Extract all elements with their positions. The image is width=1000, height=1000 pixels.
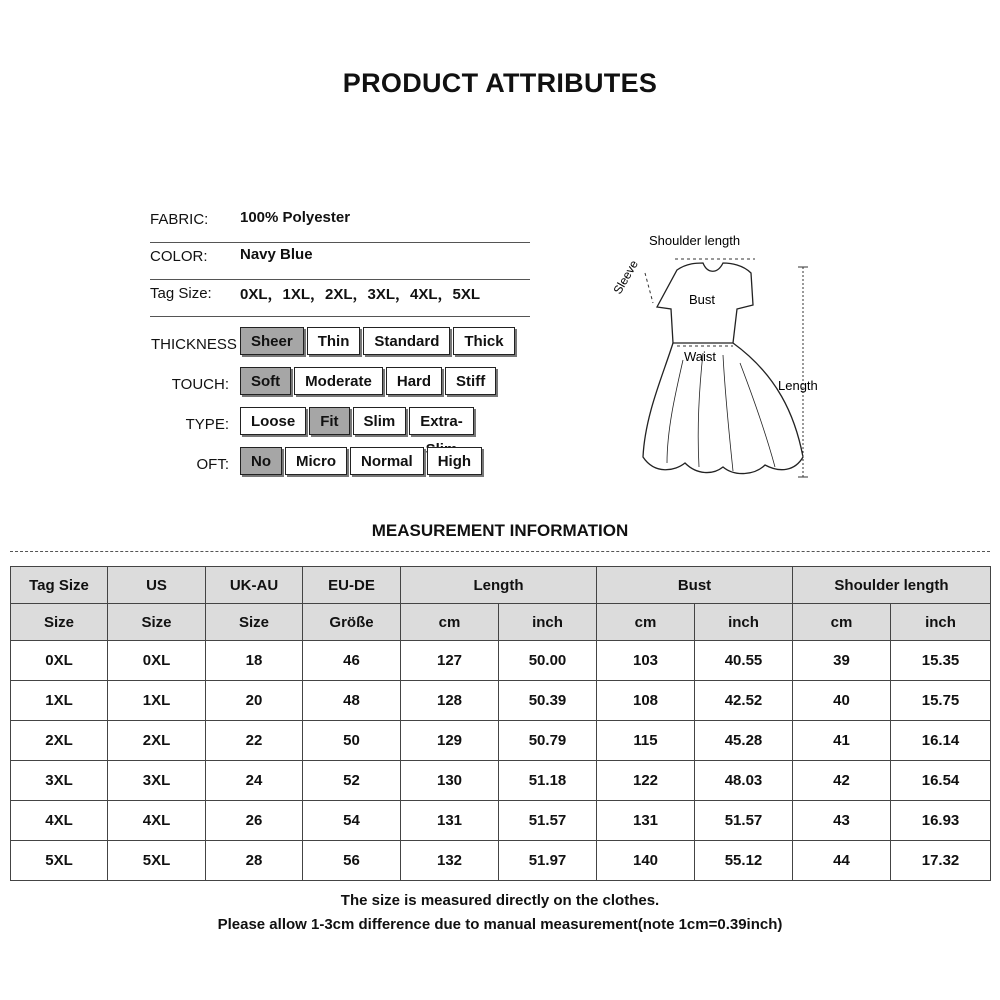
- table-cell: 42: [793, 761, 891, 801]
- table-cell: 20: [206, 681, 303, 721]
- table-cell: 3XL: [11, 761, 108, 801]
- table-cell: 50.79: [499, 721, 597, 761]
- color-label: COLOR:: [150, 248, 208, 265]
- table-cell: 131: [597, 801, 695, 841]
- tag-size-label: Tag Size:: [150, 285, 212, 302]
- color-value: Navy Blue: [240, 246, 313, 263]
- table-subheader-row: [11, 604, 991, 641]
- table-cell: 4XL: [108, 801, 206, 841]
- thickness-options: [240, 327, 515, 355]
- table-cell: 129: [401, 721, 499, 761]
- table-cell: 43: [793, 801, 891, 841]
- table-cell: 115: [597, 721, 695, 761]
- table-cell: 130: [401, 761, 499, 801]
- subheader-cell: Size: [108, 604, 206, 641]
- subheader-cell: Size: [11, 604, 108, 641]
- sleeve-label: Sleeve: [610, 257, 641, 297]
- thickness-option[interactable]: Thin: [307, 327, 361, 355]
- thickness-option[interactable]: Sheer: [240, 327, 304, 355]
- type-label: TYPE:: [185, 416, 229, 433]
- attr-row-color: [150, 242, 530, 280]
- oft-option[interactable]: High: [427, 447, 482, 475]
- table-cell: 17.32: [891, 841, 991, 881]
- table-cell: 40: [793, 681, 891, 721]
- table-cell: 131: [401, 801, 499, 841]
- table-cell: 3XL: [108, 761, 206, 801]
- note-line-2: Please allow 1-3cm difference due to manual measurement(note 1cm=0.39inch): [217, 916, 783, 933]
- table-row: [11, 721, 991, 761]
- table-cell: 122: [597, 761, 695, 801]
- header-cell: UK-AU: [206, 567, 303, 604]
- thickness-option[interactable]: Standard: [363, 327, 450, 355]
- thickness-option[interactable]: Thick: [453, 327, 514, 355]
- table-cell: 50.00: [499, 641, 597, 681]
- oft-options: [240, 447, 482, 475]
- table-cell: 44: [793, 841, 891, 881]
- thickness-label: THICKNESS: [151, 336, 237, 353]
- table-cell: 2XL: [108, 721, 206, 761]
- oft-option[interactable]: Micro: [285, 447, 347, 475]
- waist-label: Waist: [684, 349, 717, 364]
- header-cell: Tag Size: [11, 567, 108, 604]
- touch-option[interactable]: Moderate: [294, 367, 383, 395]
- oft-option[interactable]: Normal: [350, 447, 424, 475]
- table-cell: 55.12: [695, 841, 793, 881]
- table-cell: 46: [303, 641, 401, 681]
- table-cell: 127: [401, 641, 499, 681]
- type-option[interactable]: Slim: [353, 407, 407, 435]
- oft-option[interactable]: No: [240, 447, 282, 475]
- table-cell: 132: [401, 841, 499, 881]
- bust-label: Bust: [689, 292, 716, 307]
- attr-row-fabric: [150, 205, 530, 243]
- shoulder-length-label: Shoulder length: [649, 233, 741, 248]
- subheader-cell: inch: [499, 604, 597, 641]
- subheader-cell: Size: [206, 604, 303, 641]
- table-cell: 40.55: [695, 641, 793, 681]
- table-row: [11, 641, 991, 681]
- table-cell: 51.57: [695, 801, 793, 841]
- table-cell: 39: [793, 641, 891, 681]
- table-cell: 1XL: [108, 681, 206, 721]
- table-cell: 50: [303, 721, 401, 761]
- table-cell: 4XL: [11, 801, 108, 841]
- table-body: [11, 641, 991, 881]
- dashed-divider: [10, 551, 990, 552]
- table-cell: 5XL: [11, 841, 108, 881]
- table-cell: 41: [793, 721, 891, 761]
- page-title: PRODUCT ATTRIBUTES: [342, 68, 658, 98]
- table-cell: 48: [303, 681, 401, 721]
- touch-option[interactable]: Hard: [386, 367, 442, 395]
- table-cell: 51.97: [499, 841, 597, 881]
- table-cell: 0XL: [11, 641, 108, 681]
- table-cell: 16.93: [891, 801, 991, 841]
- table-row: [11, 681, 991, 721]
- header-cell: US: [108, 567, 206, 604]
- table-cell: 54: [303, 801, 401, 841]
- table-cell: 5XL: [108, 841, 206, 881]
- measurement-table: [10, 566, 991, 881]
- touch-label: TOUCH:: [171, 376, 229, 393]
- attr-row-tag-size: [150, 279, 530, 317]
- header-cell: Shoulder length: [793, 567, 991, 604]
- table-cell: 2XL: [11, 721, 108, 761]
- note-line-1: The size is measured directly on the clothes.: [340, 892, 660, 909]
- subheader-cell: cm: [597, 604, 695, 641]
- table-cell: 48.03: [695, 761, 793, 801]
- subheader-cell: cm: [793, 604, 891, 641]
- table-cell: 22: [206, 721, 303, 761]
- table-cell: 42.52: [695, 681, 793, 721]
- subheader-cell: Größe: [303, 604, 401, 641]
- table-cell: 128: [401, 681, 499, 721]
- table-cell: 56: [303, 841, 401, 881]
- table-cell: 51.18: [499, 761, 597, 801]
- table-cell: 1XL: [11, 681, 108, 721]
- table-cell: 51.57: [499, 801, 597, 841]
- fabric-value: 100% Polyester: [240, 209, 351, 226]
- type-options: [240, 407, 474, 435]
- type-option[interactable]: Fit: [309, 407, 349, 435]
- oft-label: OFT:: [196, 456, 229, 473]
- table-cell: 16.14: [891, 721, 991, 761]
- measurement-title: MEASUREMENT INFORMATION: [371, 521, 629, 540]
- table-cell: 15.75: [891, 681, 991, 721]
- touch-option[interactable]: Soft: [240, 367, 291, 395]
- header-cell: Length: [401, 567, 597, 604]
- table-cell: 24: [206, 761, 303, 801]
- table-cell: 52: [303, 761, 401, 801]
- fabric-label: FABRIC:: [150, 211, 209, 228]
- table-cell: 140: [597, 841, 695, 881]
- subheader-cell: inch: [695, 604, 793, 641]
- table-cell: 45.28: [695, 721, 793, 761]
- type-option[interactable]: Extra-: [409, 407, 474, 435]
- table-row: [11, 841, 991, 881]
- header-cell: EU-DE: [303, 567, 401, 604]
- type-option[interactable]: Loose: [240, 407, 306, 435]
- tag-size-value: 0XL，1XL，2XL，3XL，4XL，5XL: [240, 286, 481, 303]
- table-cell: 15.35: [891, 641, 991, 681]
- table-cell: 50.39: [499, 681, 597, 721]
- table-cell: 18: [206, 641, 303, 681]
- table-cell: 28: [206, 841, 303, 881]
- length-label: Length: [778, 378, 818, 393]
- table-cell: 16.54: [891, 761, 991, 801]
- touch-option[interactable]: Stiff: [445, 367, 496, 395]
- subheader-cell: inch: [891, 604, 991, 641]
- table-row: [11, 761, 991, 801]
- table-cell: 103: [597, 641, 695, 681]
- header-cell: Bust: [597, 567, 793, 604]
- table-cell: 108: [597, 681, 695, 721]
- table-cell: 0XL: [108, 641, 206, 681]
- table-cell: 26: [206, 801, 303, 841]
- subheader-cell: cm: [401, 604, 499, 641]
- table-row: [11, 801, 991, 841]
- table-header-row: [11, 567, 991, 604]
- touch-options: [240, 367, 496, 395]
- dress-measurement-diagram: [605, 225, 845, 490]
